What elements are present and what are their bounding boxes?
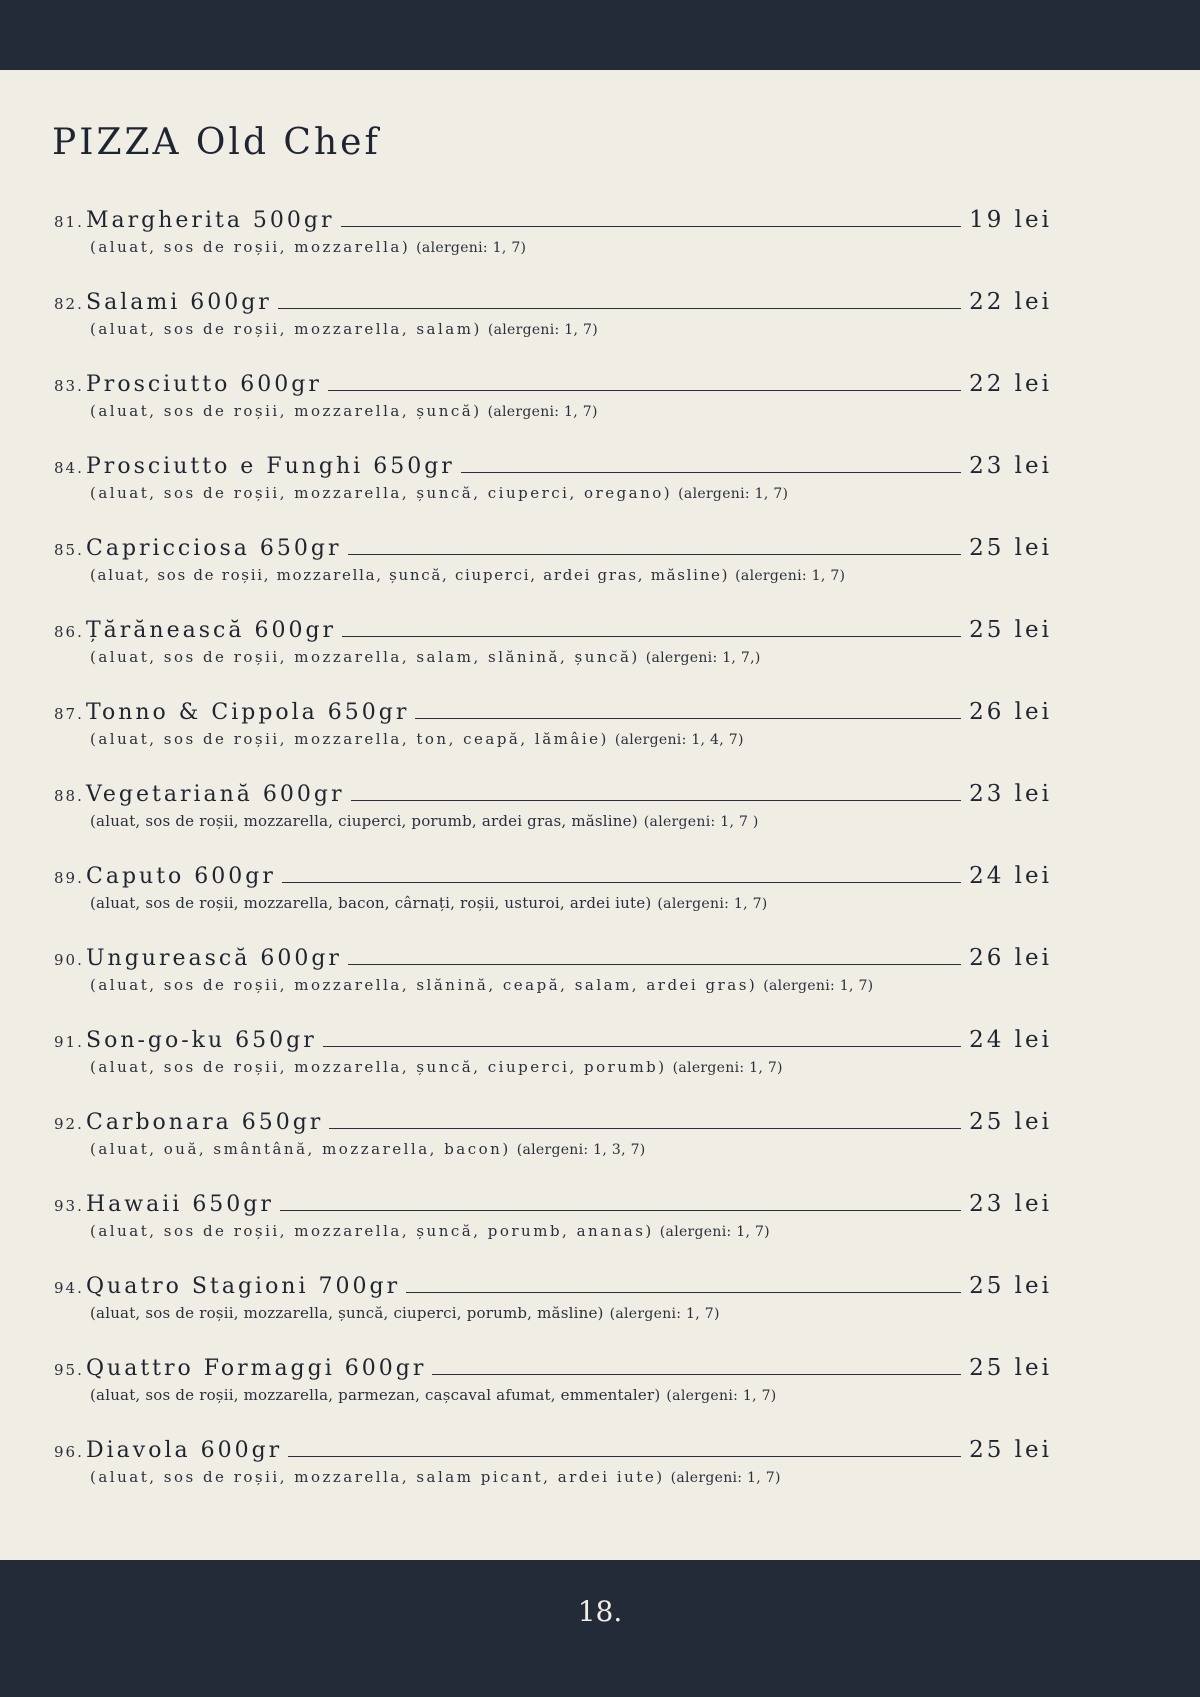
item-description bbox=[90, 976, 1054, 994]
item-allergens: (alergeni: 1, 7 ) bbox=[643, 814, 759, 830]
menu-item-row bbox=[54, 945, 1052, 973]
top-band bbox=[0, 0, 1200, 70]
item-price: 25 lei bbox=[969, 1273, 1052, 1299]
dotted-leader bbox=[348, 538, 962, 555]
menu-item-row bbox=[54, 1437, 1052, 1465]
item-number: 92. bbox=[54, 1115, 84, 1133]
page-number: 18. bbox=[577, 1595, 623, 1628]
item-price: 26 lei bbox=[969, 699, 1052, 725]
item-price: 24 lei bbox=[969, 863, 1052, 889]
item-number: 82. bbox=[54, 295, 84, 313]
item-description bbox=[90, 320, 1054, 338]
item-ingredients: (aluat, sos de roșii, mozzarella, salam picant, ardei iute) bbox=[90, 1468, 665, 1486]
menu-item bbox=[54, 1437, 1054, 1519]
menu-item bbox=[54, 945, 1054, 1027]
item-allergens: (alergeni: 1, 7) bbox=[666, 1388, 777, 1404]
menu-item bbox=[54, 289, 1054, 371]
menu-item-row bbox=[54, 617, 1052, 645]
item-description bbox=[90, 1386, 1054, 1404]
item-price: 22 lei bbox=[969, 371, 1052, 397]
item-description bbox=[90, 1140, 1054, 1158]
item-number: 94. bbox=[54, 1279, 84, 1297]
item-ingredients: (aluat, sos de roșii, mozzarella) bbox=[90, 238, 411, 256]
menu-item bbox=[54, 1355, 1054, 1437]
item-ingredients: (aluat, sos de roșii, mozzarella, șuncă, ciuperci, oregano) bbox=[90, 484, 673, 502]
menu-item bbox=[54, 1273, 1054, 1355]
menu-item bbox=[54, 1109, 1054, 1191]
dotted-leader bbox=[278, 292, 961, 309]
item-description bbox=[90, 812, 1054, 830]
menu-item bbox=[54, 863, 1054, 945]
item-ingredients: (aluat, sos de roșii, mozzarella, ton, ceapă, lămâie) bbox=[90, 730, 609, 748]
item-allergens: (alergeni: 1, 7) bbox=[670, 1470, 781, 1486]
item-name: Quattro Formaggi 600gr bbox=[86, 1356, 427, 1381]
item-name: Ungurească 600gr bbox=[86, 946, 342, 971]
item-description bbox=[90, 238, 1054, 256]
item-name: Son-go-ku 650gr bbox=[86, 1028, 317, 1053]
item-name: Prosciutto 600gr bbox=[86, 372, 322, 397]
dotted-leader bbox=[282, 866, 961, 883]
item-number: 96. bbox=[54, 1443, 84, 1461]
item-ingredients: (aluat, sos de roșii, mozzarella, salam) bbox=[90, 320, 482, 338]
item-ingredients: (aluat, sos de roșii, mozzarella, șuncă, ciuperci, porumb, măsline) bbox=[90, 1304, 604, 1322]
menu-item-row bbox=[54, 1191, 1052, 1219]
page-title: PIZZA Old Chef bbox=[52, 122, 381, 163]
item-number: 81. bbox=[54, 213, 84, 231]
item-number: 88. bbox=[54, 787, 84, 805]
item-description bbox=[90, 402, 1054, 420]
dotted-leader bbox=[323, 1030, 961, 1047]
item-number: 87. bbox=[54, 705, 84, 723]
item-number: 95. bbox=[54, 1361, 84, 1379]
menu-item bbox=[54, 699, 1054, 781]
item-name: Caputo 600gr bbox=[86, 864, 276, 889]
item-description bbox=[90, 1304, 1054, 1322]
item-price: 23 lei bbox=[969, 453, 1052, 479]
item-description bbox=[90, 1222, 1054, 1240]
dotted-leader bbox=[406, 1276, 961, 1293]
item-allergens: (alergeni: 1, 4, 7) bbox=[614, 732, 744, 748]
menu-item-row bbox=[54, 781, 1052, 809]
item-name: Salami 600gr bbox=[86, 290, 272, 315]
menu-item-row bbox=[54, 207, 1052, 235]
item-price: 25 lei bbox=[969, 1437, 1052, 1463]
item-number: 86. bbox=[54, 623, 84, 641]
dotted-leader bbox=[351, 784, 962, 801]
menu-item bbox=[54, 781, 1054, 863]
item-ingredients: (aluat, sos de roșii, mozzarella, șuncă, ciuperci, porumb) bbox=[90, 1058, 667, 1076]
item-ingredients: (aluat, sos de roșii, mozzarella, slănină, ceapă, salam, ardei gras) bbox=[90, 976, 758, 994]
dotted-leader bbox=[341, 210, 962, 227]
dotted-leader bbox=[280, 1194, 961, 1211]
menu-item bbox=[54, 1191, 1054, 1273]
dotted-leader bbox=[461, 456, 961, 473]
item-number: 90. bbox=[54, 951, 84, 969]
dotted-leader bbox=[329, 1112, 961, 1129]
menu-item-row bbox=[54, 699, 1052, 727]
menu-item-row bbox=[54, 535, 1052, 563]
item-description bbox=[90, 484, 1054, 502]
menu-item bbox=[54, 617, 1054, 699]
item-price: 22 lei bbox=[969, 289, 1052, 315]
item-ingredients: (aluat, sos de roșii, mozzarella, șuncă) bbox=[90, 402, 482, 420]
item-name: Țărănească 600gr bbox=[86, 618, 337, 643]
item-number: 83. bbox=[54, 377, 84, 395]
item-ingredients: (aluat, sos de roșii, mozzarella, parmezan, cașcaval afumat, emmentaler) bbox=[90, 1386, 661, 1404]
menu-item-row bbox=[54, 1027, 1052, 1055]
item-price: 25 lei bbox=[969, 535, 1052, 561]
item-allergens: (alergeni: 1, 7) bbox=[487, 322, 598, 338]
item-description bbox=[90, 894, 1054, 912]
item-price: 26 lei bbox=[969, 945, 1052, 971]
dotted-leader bbox=[415, 702, 961, 719]
menu-list bbox=[54, 207, 1054, 1519]
menu-item bbox=[54, 535, 1054, 617]
item-number: 84. bbox=[54, 459, 84, 477]
item-price: 19 lei bbox=[969, 207, 1052, 233]
item-name: Tonno & Cippola 650gr bbox=[86, 700, 410, 725]
dotted-leader bbox=[432, 1358, 961, 1375]
item-allergens: (alergeni: 1, 7) bbox=[657, 896, 768, 912]
item-allergens: (alergeni: 1, 7) bbox=[609, 1306, 720, 1322]
item-number: 89. bbox=[54, 869, 84, 887]
item-description bbox=[90, 1468, 1054, 1486]
item-name: Capricciosa 650gr bbox=[86, 536, 342, 561]
item-description bbox=[90, 648, 1054, 666]
item-number: 85. bbox=[54, 541, 84, 559]
item-number: 93. bbox=[54, 1197, 84, 1215]
item-allergens: (alergeni: 1, 7) bbox=[659, 1224, 770, 1240]
item-name: Prosciutto e Funghi 650gr bbox=[86, 454, 455, 479]
item-ingredients: (aluat, ouă, smântână, mozzarella, bacon) bbox=[90, 1140, 511, 1158]
item-allergens: (alergeni: 1, 7) bbox=[416, 240, 527, 256]
item-allergens: (alergeni: 1, 7) bbox=[678, 486, 789, 502]
item-ingredients: (aluat, sos de roșii, mozzarella, șuncă, ciuperci, ardei gras, măsline) bbox=[90, 566, 730, 584]
menu-item bbox=[54, 371, 1054, 453]
dotted-leader bbox=[288, 1440, 961, 1457]
item-price: 25 lei bbox=[969, 1355, 1052, 1381]
item-price: 25 lei bbox=[969, 1109, 1052, 1135]
item-ingredients: (aluat, sos de roșii, mozzarella, ciuperci, porumb, ardei gras, măsline) bbox=[90, 812, 638, 830]
item-allergens: (alergeni: 1, 7,) bbox=[645, 650, 761, 666]
item-name: Quatro Stagioni 700gr bbox=[86, 1274, 401, 1299]
dotted-leader bbox=[328, 374, 961, 391]
item-allergens: (alergeni: 1, 7) bbox=[672, 1060, 783, 1076]
item-allergens: (alergeni: 1, 7) bbox=[735, 568, 846, 584]
menu-item-row bbox=[54, 863, 1052, 891]
item-name: Margherita 500gr bbox=[86, 208, 335, 233]
item-price: 25 lei bbox=[969, 617, 1052, 643]
menu-item-row bbox=[54, 371, 1052, 399]
item-number: 91. bbox=[54, 1033, 84, 1051]
item-allergens: (alergeni: 1, 7) bbox=[763, 978, 874, 994]
dotted-leader bbox=[342, 620, 961, 637]
item-name: Carbonara 650gr bbox=[86, 1110, 324, 1135]
bottom-band bbox=[0, 1560, 1200, 1697]
menu-item-row bbox=[54, 1273, 1052, 1301]
item-description bbox=[90, 566, 1054, 584]
menu-item-row bbox=[54, 1355, 1052, 1383]
menu-item-row bbox=[54, 1109, 1052, 1137]
dotted-leader bbox=[348, 948, 961, 965]
menu-item-row bbox=[54, 289, 1052, 317]
item-ingredients: (aluat, sos de roșii, mozzarella, bacon, cârnați, roșii, usturoi, ardei iute) bbox=[90, 894, 652, 912]
menu-item bbox=[54, 207, 1054, 289]
item-name: Hawaii 650gr bbox=[86, 1192, 274, 1217]
item-description bbox=[90, 1058, 1054, 1076]
item-price: 24 lei bbox=[969, 1027, 1052, 1053]
item-price: 23 lei bbox=[969, 781, 1052, 807]
menu-item-row bbox=[54, 453, 1052, 481]
item-price: 23 lei bbox=[969, 1191, 1052, 1217]
item-description bbox=[90, 730, 1054, 748]
item-name: Diavola 600gr bbox=[86, 1438, 283, 1463]
item-ingredients: (aluat, sos de roșii, mozzarella, șuncă, porumb, ananas) bbox=[90, 1222, 654, 1240]
item-allergens: (alergeni: 1, 3, 7) bbox=[516, 1142, 646, 1158]
menu-item bbox=[54, 1027, 1054, 1109]
item-allergens: (alergeni: 1, 7) bbox=[487, 404, 598, 420]
item-name: Vegetariană 600gr bbox=[86, 782, 345, 807]
menu-item bbox=[54, 453, 1054, 535]
item-ingredients: (aluat, sos de roșii, mozzarella, salam, slănină, șuncă) bbox=[90, 648, 640, 666]
